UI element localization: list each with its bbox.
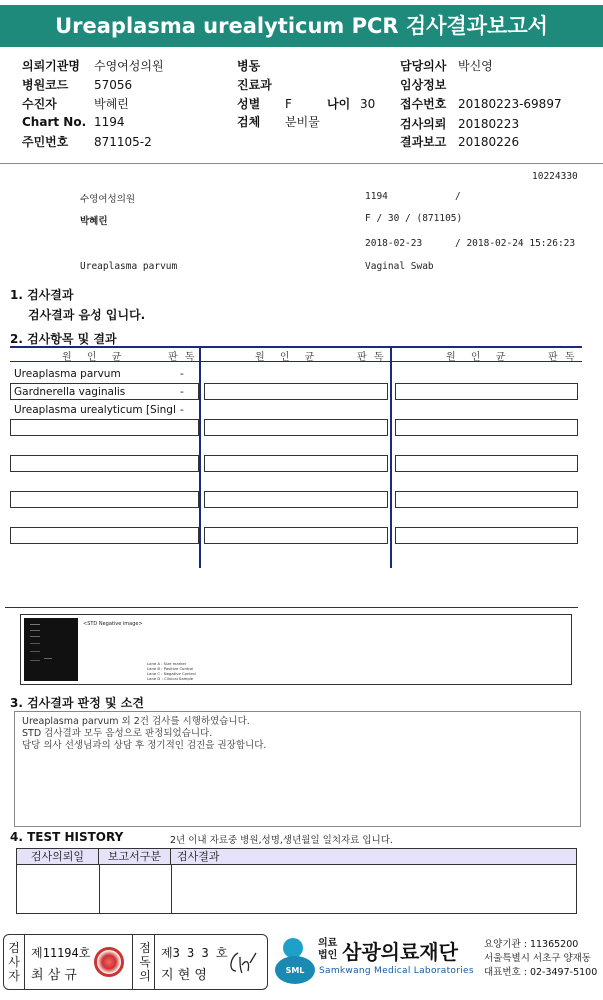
result-item-name: Ureaplasma urealyticum [Singl bbox=[14, 404, 176, 416]
org-phone: 대표번호 : 02-3497-5100 bbox=[484, 967, 598, 978]
result-cell-empty bbox=[395, 383, 578, 400]
history-body bbox=[16, 864, 577, 914]
history-col-report-type: 보고서구분 bbox=[99, 849, 171, 864]
col-header-judge-1: 판 독 bbox=[168, 352, 197, 363]
history-header bbox=[16, 848, 577, 865]
result-cell-empty bbox=[204, 491, 388, 508]
result-cell-empty bbox=[10, 419, 199, 436]
result-item-value: - bbox=[180, 368, 184, 380]
result-cell-empty bbox=[10, 491, 199, 508]
org-address: 서울특별시 서초구 양재동 bbox=[484, 953, 591, 964]
reviewer-signature-icon bbox=[226, 949, 262, 977]
info-date-in: 2018-02-23 bbox=[365, 238, 423, 249]
col-header-organism-3: 원 인 균 bbox=[446, 352, 512, 363]
header-field-chart-no: Chart No. 1194 bbox=[22, 115, 125, 129]
grid-divider-2 bbox=[390, 346, 392, 568]
result-cell-empty bbox=[395, 527, 578, 544]
org-english: Samkwang Medical Laboratories bbox=[319, 966, 474, 976]
sml-logo-icon: SML bbox=[275, 938, 315, 988]
reviewer-no: 제3 3 3 호 bbox=[161, 946, 228, 960]
section3-title: 3. 검사결과 판정 및 소견 bbox=[10, 696, 144, 710]
col-header-judge-2: 판 독 bbox=[357, 352, 386, 363]
result-cell-empty bbox=[10, 527, 199, 544]
header-field-sex: 성별 F bbox=[237, 97, 292, 111]
gel-image-box bbox=[20, 614, 572, 685]
section1-title: 1. 검사결과 bbox=[10, 288, 74, 302]
inspector-name: 최 삼 규 bbox=[31, 968, 77, 983]
result-cell-empty bbox=[204, 383, 388, 400]
header-field-receipt-no: 접수번호 20180223-69897 bbox=[400, 97, 562, 111]
result-cell-empty bbox=[204, 419, 388, 436]
gel-legend: Lane A : Size marker Lane B : Positive Control Lane C : Negative Control Lane D : Clinical Sample bbox=[147, 661, 196, 681]
result-cell-empty bbox=[204, 455, 388, 472]
result-item-name: Gardnerella vaginalis bbox=[14, 386, 126, 398]
report-title: Ureaplasma urealyticum PCR 검사결과보고서 bbox=[0, 5, 603, 47]
result-cell-empty bbox=[395, 419, 578, 436]
col-header-organism-1: 원 인 균 bbox=[62, 352, 128, 363]
org-contact bbox=[484, 938, 603, 980]
info-chart: 1194 bbox=[365, 191, 388, 202]
reviewer-label: 점 독 의 bbox=[139, 941, 151, 983]
org-code: 요양기관 : 11365200 bbox=[484, 939, 579, 950]
header-field-report-date: 결과보고 20180226 bbox=[400, 135, 520, 149]
header-field-patient: 수진자 박혜린 bbox=[22, 97, 129, 111]
result-item-value: - bbox=[180, 386, 184, 398]
info-hospital: 수영여성의원 bbox=[80, 194, 136, 205]
header-field-hospital-code: 병원코드 57056 bbox=[22, 78, 133, 92]
history-col-result: 검사결과 bbox=[177, 850, 220, 863]
header-divider bbox=[0, 163, 603, 164]
gel-caption: <STD Negative image> bbox=[83, 621, 143, 627]
inspector-seal-icon bbox=[94, 947, 124, 977]
header-field-hospital: 의뢰기관명 수영여성의원 bbox=[22, 59, 164, 73]
header-field-resident-no: 주민번호 871105-2 bbox=[22, 135, 152, 149]
section1-result: 검사결과 음성 입니다. bbox=[28, 308, 146, 322]
info-specimen: Vaginal Swab bbox=[365, 261, 434, 272]
header-field-specimen: 검체 분비물 bbox=[237, 115, 320, 129]
result-cell-empty bbox=[395, 455, 578, 472]
history-note: 2년 이내 자료중 병원,성명,생년월일 일치자료 입니다. bbox=[170, 835, 393, 846]
result-item-value: - bbox=[180, 404, 184, 416]
header-field-ward: 병동 bbox=[237, 59, 261, 73]
inspector-label: 검 사 자 bbox=[8, 941, 20, 983]
history-col-request-date: 검사의뢰일 bbox=[17, 849, 99, 864]
grid-bottom-line bbox=[5, 607, 578, 608]
header-field-age: 나이 30 bbox=[327, 97, 376, 111]
org-name: 삼광의료재단 bbox=[342, 940, 458, 964]
header-field-clinical-info: 임상정보 bbox=[400, 78, 447, 92]
section4-title: 4. TEST HISTORY bbox=[10, 830, 124, 844]
info-sex-age: F / 30 / (871105) bbox=[365, 213, 463, 224]
col-header-organism-2: 원 인 균 bbox=[255, 352, 321, 363]
remarks-text: Ureaplasma parvum 외 2건 검사를 시행하였습니다. STD 검사결과 모두 음성으로 판정되었습니다. 담당 의사 선생님과의 상담 후 정기적인 검진을 권장합니다. bbox=[22, 716, 267, 751]
info-chart-separator: / bbox=[455, 191, 461, 202]
result-item-name: Ureaplasma parvum bbox=[14, 368, 121, 380]
info-patient: 박혜린 bbox=[80, 216, 108, 227]
header-field-doctor: 담당의사 박신영 bbox=[400, 59, 493, 73]
signature-box bbox=[3, 934, 268, 990]
grid-divider-1 bbox=[199, 346, 201, 568]
result-cell-empty bbox=[10, 455, 199, 472]
result-cell-empty bbox=[395, 491, 578, 508]
result-cell-empty bbox=[204, 527, 388, 544]
gel-image bbox=[24, 618, 78, 681]
info-date-out: / 2018-02-24 15:26:23 bbox=[455, 238, 576, 249]
info-test-name: Ureaplasma parvum bbox=[80, 261, 178, 272]
org-prefix: 의료 법인 bbox=[318, 938, 338, 961]
reviewer-name: 지 현 영 bbox=[161, 968, 207, 983]
section2-title: 2. 검사항목 및 결과 bbox=[10, 332, 117, 346]
report-number: 10224330 bbox=[532, 171, 578, 182]
col-header-judge-3: 판 독 bbox=[548, 352, 577, 363]
inspector-no: 제11194호 bbox=[31, 946, 91, 960]
header-field-request-date: 검사의뢰 20180223 bbox=[400, 117, 520, 131]
header-field-department: 진료과 bbox=[237, 78, 272, 92]
